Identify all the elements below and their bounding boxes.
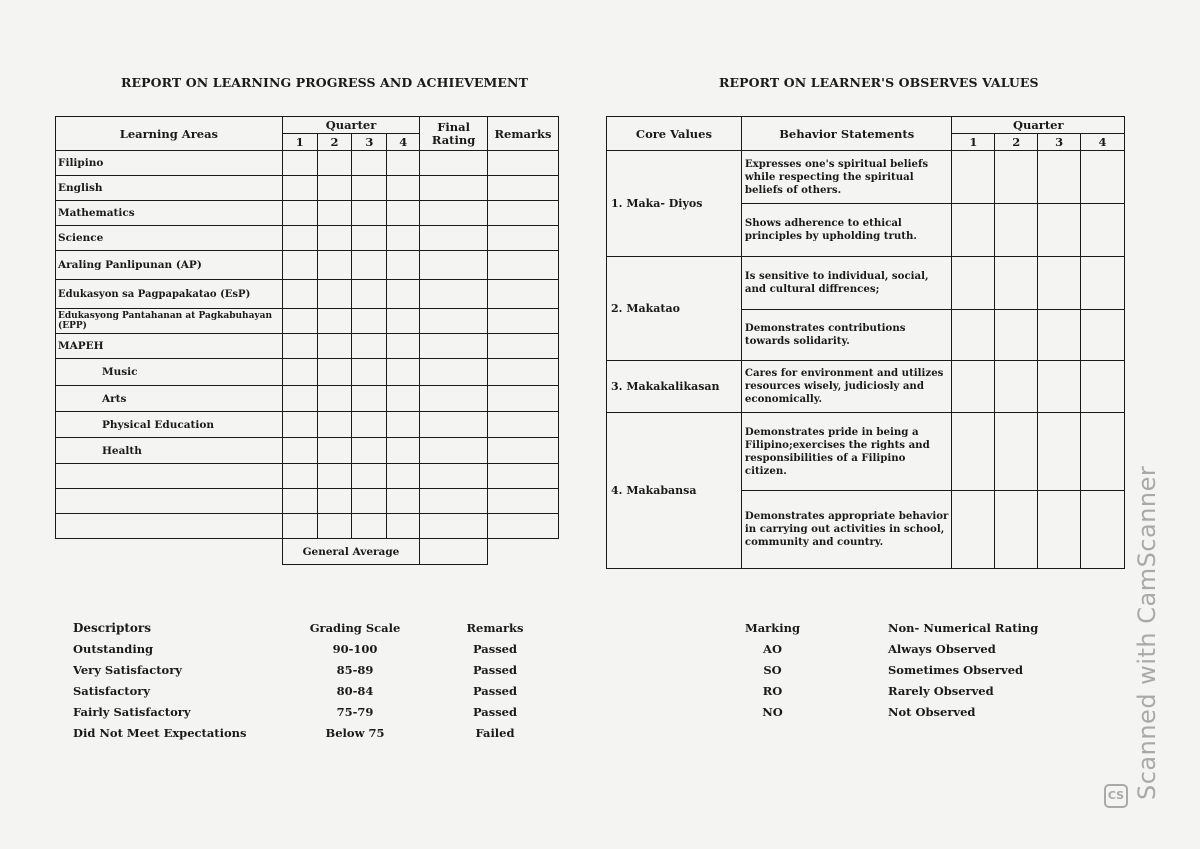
- grade-cell[interactable]: [282, 386, 317, 412]
- behavior-statement: Expresses one's spiritual beliefs while respecting the spiritual beliefs of others.: [741, 151, 952, 204]
- marking-column: [735, 618, 810, 723]
- behavior-row: [607, 413, 1125, 491]
- grading-scale-column: [300, 618, 410, 744]
- remark: Passed: [472, 684, 518, 698]
- subject-name: Mathematics: [56, 201, 283, 226]
- subject-name: Science: [56, 226, 283, 251]
- remarks-cell[interactable]: [488, 514, 559, 539]
- quarter-1-header: 1: [952, 134, 995, 151]
- rating: Not Observed: [888, 705, 976, 719]
- final-rating-cell[interactable]: [420, 176, 488, 201]
- grading-scale: 75-79: [336, 705, 374, 719]
- mark-cell[interactable]: [1081, 413, 1125, 491]
- grade-cell[interactable]: [387, 489, 420, 514]
- quarter-4-header: 4: [1081, 134, 1125, 151]
- grade-cell[interactable]: [282, 489, 317, 514]
- mark-cell[interactable]: [995, 413, 1038, 491]
- descriptors-column: [73, 618, 247, 744]
- general-average-row: [56, 539, 559, 565]
- mark-cell[interactable]: [1038, 257, 1081, 310]
- rating-header: Non- Numerical Rating: [888, 621, 1039, 635]
- remarks-legend-header: Remarks: [466, 621, 524, 635]
- mark-cell[interactable]: [952, 204, 995, 257]
- quarter-3-header: 3: [352, 134, 387, 151]
- behavior-row: [607, 151, 1125, 204]
- mark-cell[interactable]: [1081, 491, 1125, 569]
- mark-cell[interactable]: [952, 491, 995, 569]
- descriptors-header: Descriptors: [73, 621, 151, 635]
- grade-cell[interactable]: [352, 386, 387, 412]
- grade-cell[interactable]: [352, 226, 387, 251]
- mark-cell[interactable]: [952, 257, 995, 310]
- mark-cell[interactable]: [1081, 257, 1125, 310]
- marking: SO: [763, 663, 782, 677]
- mark-cell[interactable]: [1038, 413, 1081, 491]
- rating: Rarely Observed: [888, 684, 994, 698]
- remarks-cell[interactable]: [488, 309, 559, 334]
- core-value-name: 1. Maka- Diyos: [607, 151, 742, 257]
- grade-cell[interactable]: [352, 334, 387, 359]
- grade-cell[interactable]: [317, 514, 352, 539]
- subject-name: Araling Panlipunan (AP): [56, 251, 283, 280]
- marking-header: Marking: [745, 621, 800, 635]
- blank-cell[interactable]: [56, 464, 283, 489]
- subject-row: [56, 201, 559, 226]
- blank-row: [56, 489, 559, 514]
- descriptor: Outstanding: [73, 642, 154, 656]
- final-rating-cell[interactable]: [420, 464, 488, 489]
- mark-cell[interactable]: [1081, 204, 1125, 257]
- quarter-1-header: 1: [282, 134, 317, 151]
- grade-cell[interactable]: [387, 280, 420, 309]
- descriptor: Fairly Satisfactory: [73, 705, 191, 719]
- final-rating-cell[interactable]: [420, 514, 488, 539]
- subject-row: [56, 176, 559, 201]
- grade-cell[interactable]: [387, 386, 420, 412]
- subject-row: [56, 386, 559, 412]
- grade-cell[interactable]: [352, 438, 387, 464]
- grade-cell[interactable]: [352, 176, 387, 201]
- rating: Sometimes Observed: [888, 663, 1024, 677]
- learning-progress-title: REPORT ON LEARNING PROGRESS AND ACHIEVEMENT: [121, 75, 528, 90]
- mark-cell[interactable]: [995, 151, 1038, 204]
- subject-row: [56, 151, 559, 176]
- grade-cell[interactable]: [282, 176, 317, 201]
- remarks-cell[interactable]: [488, 251, 559, 280]
- remarks-cell[interactable]: [488, 412, 559, 438]
- remarks-cell[interactable]: [488, 386, 559, 412]
- grade-cell[interactable]: [352, 489, 387, 514]
- grade-cell[interactable]: [387, 412, 420, 438]
- behavior-statement: Cares for environment and utilizes resources wisely, judiciosly and economically.: [741, 361, 952, 413]
- subject-row: [56, 438, 559, 464]
- final-rating-cell[interactable]: [420, 359, 488, 386]
- subject-name: MAPEH: [56, 334, 283, 359]
- behavior-statement: Demonstrates contributions towards solidarity.: [741, 310, 952, 361]
- mark-cell[interactable]: [1038, 151, 1081, 204]
- descriptor: Did Not Meet Expectations: [73, 726, 247, 740]
- remarks-cell[interactable]: [488, 201, 559, 226]
- mark-cell[interactable]: [1038, 310, 1081, 361]
- rating: Always Observed: [888, 642, 996, 656]
- grading-scale-header: Grading Scale: [309, 621, 401, 635]
- final-rating-cell[interactable]: [420, 438, 488, 464]
- behavior-row: [607, 257, 1125, 310]
- final-rating-cell[interactable]: [420, 489, 488, 514]
- grade-cell[interactable]: [282, 151, 317, 176]
- grade-cell[interactable]: [282, 334, 317, 359]
- mark-cell[interactable]: [995, 491, 1038, 569]
- grade-cell[interactable]: [387, 151, 420, 176]
- subject-row: [56, 412, 559, 438]
- learning-progress-table: [55, 116, 559, 565]
- marking: RO: [762, 684, 783, 698]
- subject-name: Edukasyon sa Pagpapakatao (EsP): [56, 280, 283, 309]
- grade-cell[interactable]: [387, 464, 420, 489]
- subject-name: English: [56, 176, 283, 201]
- grade-cell[interactable]: [387, 226, 420, 251]
- blank-cell[interactable]: [56, 489, 283, 514]
- mark-cell[interactable]: [995, 257, 1038, 310]
- remark: Passed: [472, 705, 518, 719]
- grade-cell[interactable]: [352, 514, 387, 539]
- subject-row: [56, 226, 559, 251]
- grade-cell[interactable]: [387, 251, 420, 280]
- grade-cell[interactable]: [352, 280, 387, 309]
- remarks-cell[interactable]: [488, 151, 559, 176]
- marking: NO: [762, 705, 783, 719]
- mark-cell[interactable]: [995, 361, 1038, 413]
- ga-spacer: [56, 539, 283, 565]
- remarks-cell[interactable]: [488, 489, 559, 514]
- grading-scale: Below 75: [325, 726, 385, 740]
- blank-row: [56, 514, 559, 539]
- subject-row: [56, 251, 559, 280]
- mark-cell[interactable]: [1081, 310, 1125, 361]
- behavior-statement: Is sensitive to individual, social, and cultural diffrences;: [741, 257, 952, 310]
- grade-cell[interactable]: [387, 514, 420, 539]
- final-rating-cell[interactable]: [420, 309, 488, 334]
- mark-cell[interactable]: [1038, 491, 1081, 569]
- grade-cell[interactable]: [317, 309, 352, 334]
- grade-cell[interactable]: [317, 251, 352, 280]
- grade-cell[interactable]: [282, 412, 317, 438]
- learning-areas-header: Learning Areas: [56, 117, 283, 151]
- grade-cell[interactable]: [282, 438, 317, 464]
- remarks-cell[interactable]: [488, 280, 559, 309]
- remark: Failed: [475, 726, 515, 740]
- grade-cell[interactable]: [282, 514, 317, 539]
- camscanner-watermark: Scanned with CamScanner: [1133, 465, 1161, 800]
- mark-cell[interactable]: [1038, 204, 1081, 257]
- quarter-2-header: 2: [317, 134, 352, 151]
- subject-name: Health: [56, 438, 283, 464]
- quarter-header: Quarter: [282, 117, 419, 134]
- grading-scale: 90-100: [332, 642, 378, 656]
- core-value-name: 4. Makabansa: [607, 413, 742, 569]
- grading-scale: 80-84: [336, 684, 374, 698]
- subject-name: Edukasyong Pantahanan at Pagkabuhayan (EPP): [56, 309, 283, 334]
- mark-cell[interactable]: [952, 310, 995, 361]
- subject-name: Music: [56, 359, 283, 386]
- grade-cell[interactable]: [282, 464, 317, 489]
- grading-scale: 85-89: [336, 663, 374, 677]
- mark-cell[interactable]: [952, 361, 995, 413]
- grade-cell[interactable]: [387, 334, 420, 359]
- grade-cell[interactable]: [387, 309, 420, 334]
- grade-cell[interactable]: [282, 251, 317, 280]
- grade-cell[interactable]: [317, 386, 352, 412]
- behavior-statement: Demonstrates appropriate behavior in carrying out activities in school, community and country.: [741, 491, 952, 569]
- quarter-4-header: 4: [387, 134, 420, 151]
- grade-cell[interactable]: [352, 201, 387, 226]
- grade-cell[interactable]: [282, 226, 317, 251]
- core-value-name: 3. Makakalikasan: [607, 361, 742, 413]
- grade-cell[interactable]: [352, 464, 387, 489]
- grade-cell[interactable]: [282, 359, 317, 386]
- descriptor: Satisfactory: [73, 684, 151, 698]
- mark-cell[interactable]: [1081, 361, 1125, 413]
- observed-values-table: [606, 116, 1125, 569]
- subject-name: Arts: [56, 386, 283, 412]
- grade-cell[interactable]: [387, 201, 420, 226]
- final-rating-cell[interactable]: [420, 151, 488, 176]
- subject-row: [56, 280, 559, 309]
- subject-row: [56, 359, 559, 386]
- behavior-statements-header: Behavior Statements: [741, 117, 952, 151]
- blank-cell[interactable]: [56, 514, 283, 539]
- behavior-row: [607, 361, 1125, 413]
- subject-name: Filipino: [56, 151, 283, 176]
- grade-cell[interactable]: [317, 226, 352, 251]
- grade-cell[interactable]: [387, 176, 420, 201]
- descriptor: Very Satisfactory: [73, 663, 182, 677]
- final-rating-cell[interactable]: [420, 201, 488, 226]
- grade-cell[interactable]: [317, 412, 352, 438]
- grade-cell[interactable]: [352, 151, 387, 176]
- quarter-3-header: 3: [1038, 134, 1081, 151]
- camscanner-logo-icon: CS: [1104, 784, 1128, 808]
- grade-cell[interactable]: [387, 359, 420, 386]
- ga-spacer: [488, 539, 559, 565]
- mark-cell[interactable]: [952, 413, 995, 491]
- marking: AO: [763, 642, 782, 656]
- final-rating-header: Final Rating: [420, 117, 488, 151]
- remarks-cell[interactable]: [488, 438, 559, 464]
- grade-cell[interactable]: [317, 334, 352, 359]
- grade-cell[interactable]: [352, 309, 387, 334]
- grade-cell[interactable]: [317, 438, 352, 464]
- subject-row: [56, 309, 559, 334]
- grade-cell[interactable]: [317, 464, 352, 489]
- core-values-header: Core Values: [607, 117, 742, 151]
- quarter-header: Quarter: [952, 117, 1125, 134]
- grade-cell[interactable]: [317, 359, 352, 386]
- mark-cell[interactable]: [995, 310, 1038, 361]
- remarks-cell[interactable]: [488, 359, 559, 386]
- remarks-column: [450, 618, 540, 744]
- grade-cell[interactable]: [317, 176, 352, 201]
- mark-cell[interactable]: [1081, 151, 1125, 204]
- mark-cell[interactable]: [995, 204, 1038, 257]
- final-rating-cell[interactable]: [420, 386, 488, 412]
- final-rating-cell[interactable]: [420, 280, 488, 309]
- grade-cell[interactable]: [317, 151, 352, 176]
- grade-cell[interactable]: [282, 280, 317, 309]
- quarter-2-header: 2: [995, 134, 1038, 151]
- subject-name: Physical Education: [56, 412, 283, 438]
- grade-cell[interactable]: [317, 201, 352, 226]
- grade-cell[interactable]: [282, 201, 317, 226]
- general-average-label: General Average: [282, 539, 419, 565]
- subject-row: [56, 334, 559, 359]
- remarks-cell[interactable]: [488, 334, 559, 359]
- remarks-cell[interactable]: [488, 226, 559, 251]
- grade-cell[interactable]: [352, 359, 387, 386]
- remark: Passed: [472, 642, 518, 656]
- final-rating-cell[interactable]: [420, 226, 488, 251]
- final-rating-cell[interactable]: [420, 334, 488, 359]
- core-value-name: 2. Makatao: [607, 257, 742, 361]
- grade-cell[interactable]: [387, 438, 420, 464]
- grade-cell[interactable]: [352, 251, 387, 280]
- behavior-statement: Demonstrates pride in being a Filipino;exercises the rights and responsibilities of a Filipino citizen.: [741, 413, 952, 491]
- grade-cell[interactable]: [317, 489, 352, 514]
- remarks-cell[interactable]: [488, 176, 559, 201]
- mark-cell[interactable]: [1038, 361, 1081, 413]
- observed-values-title: REPORT ON LEARNER'S OBSERVES VALUES: [719, 75, 1039, 90]
- final-rating-cell[interactable]: [420, 251, 488, 280]
- blank-row: [56, 464, 559, 489]
- remarks-cell[interactable]: [488, 464, 559, 489]
- grade-cell[interactable]: [282, 309, 317, 334]
- final-rating-cell[interactable]: [420, 412, 488, 438]
- general-average-cell[interactable]: [420, 539, 488, 565]
- behavior-statement: Shows adherence to ethical principles by upholding truth.: [741, 204, 952, 257]
- rating-column: [888, 618, 1038, 723]
- grade-cell[interactable]: [317, 280, 352, 309]
- grade-cell[interactable]: [352, 412, 387, 438]
- remarks-header: Remarks: [488, 117, 559, 151]
- remark: Passed: [472, 663, 518, 677]
- mark-cell[interactable]: [952, 151, 995, 204]
